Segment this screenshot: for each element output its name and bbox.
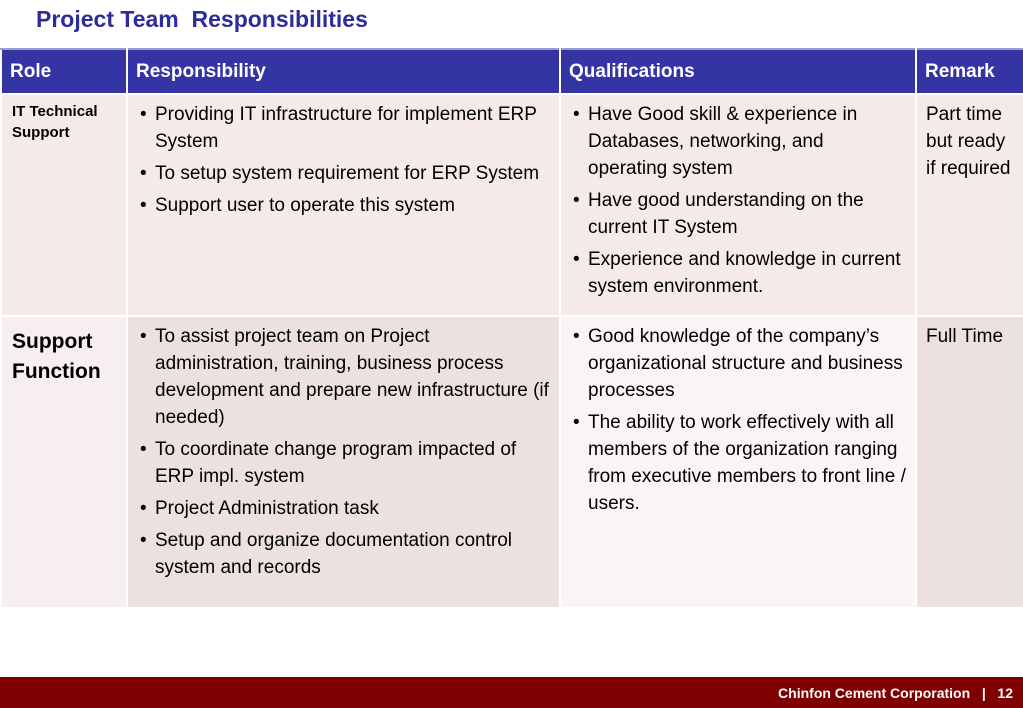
list-item: • To coordinate change program impacted of ERP impl. system (137, 436, 551, 490)
list-item: • To setup system requirement for ERP System (137, 160, 551, 187)
list-item: • The ability to work effectively with all members of the organization ranging from executive members to front line / users. (570, 409, 907, 517)
list-item: • Have Good skill & experience in Databases, networking, and operating system (570, 101, 907, 182)
list-item: • Support user to operate this system (137, 192, 551, 219)
footer-bar (0, 677, 1023, 708)
qualifications-cell (560, 316, 916, 608)
list-item: • Providing IT infrastructure for implement ERP System (137, 101, 551, 155)
responsibility-cell (127, 316, 560, 608)
header-qualifications: Qualifications (560, 49, 916, 94)
responsibility-list (137, 101, 551, 219)
footer-text (778, 685, 1013, 701)
responsibility-table (0, 48, 1023, 609)
header-remark: Remark (916, 49, 1023, 94)
list-item: • Experience and knowledge in current system environment. (570, 246, 907, 300)
remark-cell: Part time but ready if required (916, 94, 1023, 316)
role-cell: Support Function (1, 316, 127, 608)
responsibility-cell (127, 94, 560, 316)
list-item: • Good knowledge of the company’s organizational structure and business processes (570, 323, 907, 404)
qualifications-list (570, 101, 907, 300)
list-item: • Have good understanding on the current IT System (570, 187, 907, 241)
table-row (1, 316, 1023, 608)
list-item: • Setup and organize documentation control system and records (137, 527, 551, 581)
qualifications-cell (560, 94, 916, 316)
responsibility-list (137, 323, 551, 581)
role-cell: IT Technical Support (1, 94, 127, 316)
qualifications-list (570, 323, 907, 517)
header-role: Role (1, 49, 127, 94)
remark-cell: Full Time (916, 316, 1023, 608)
footer-company: Chinfon Cement Corporation (778, 685, 971, 701)
page-number: 12 (997, 685, 1013, 701)
table-row (1, 94, 1023, 316)
table-header-row (1, 49, 1023, 94)
list-item: • Project Administration task (137, 495, 551, 522)
footer-separator: | (981, 685, 986, 701)
header-responsibility: Responsibility (127, 49, 560, 94)
list-item: • To assist project team on Project administration, training, business process development and prepare new infrastructure (if needed) (137, 323, 551, 431)
page-title: Project Team Responsibilities (36, 6, 368, 32)
